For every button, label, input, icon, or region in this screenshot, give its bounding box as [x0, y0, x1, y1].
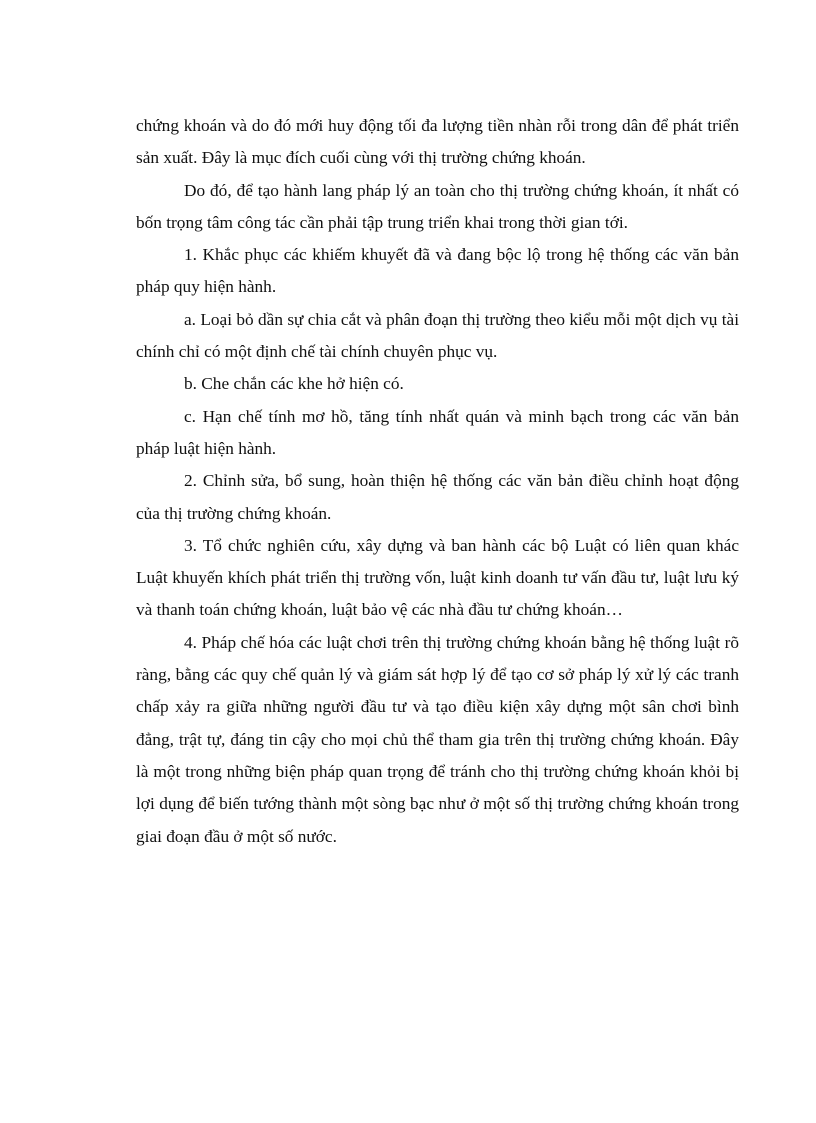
document-page [136, 110, 739, 853]
paragraph-item-1a: a. Loại bỏ dần sự chia cắt và phân đoạn thị trường theo kiểu mỗi một dịch vụ tài chính chỉ có một định chế tài chính chuyên phục vụ. [136, 309, 739, 362]
paragraph-item-1c: c. Hạn chế tính mơ hồ, tăng tính nhất quán và minh bạch trong các văn bản pháp luật hiện hành. [136, 406, 739, 458]
paragraph-item-1: 1. Khắc phục các khiếm khuyết đã và đang bộc lộ trong hệ thống các văn bản pháp quy hiện hành. [136, 245, 739, 297]
paragraph-item-2: 2. Chỉnh sửa, bổ sung, hoàn thiện hệ thống các văn bản điều chỉnh hoạt động của thị trường chứng khoán. [136, 471, 739, 523]
paragraph-intro: Do đó, để tạo hành lang pháp lý an toàn cho thị trường chứng khoán, ít nhất có bốn trọng tâm công tác cần phải tập trung triển khai trong thời gian tới. [136, 180, 739, 232]
paragraph-item-3: 3. Tổ chức nghiên cứu, xây dựng và ban hành các bộ Luật có liên quan khác Luật khuyến khích phát triển thị trường vốn, luật kinh doanh tư vấn đầu tư, luật lưu ký và thanh toán chứng khoán, luật bảo vệ các nhà đầu tư chứng khoán… [136, 535, 739, 620]
paragraph-item-1b: b. Che chắn các khe hở hiện có. [184, 374, 404, 394]
paragraph-item-4: 4. Pháp chế hóa các luật chơi trên thị trường chứng khoán bằng hệ thống luật rõ ràng, bằng các quy chế quản lý và giám sát hợp lý để tạo cơ sở pháp lý xử lý các tranh chấp xảy ra giữa những người đầu tư và tạo điều kiện xây dựng một sân chơi bình đẳng, trật tự, đáng tin cậy cho mọi chủ thể tham gia trên thị trường chứng khoán. Đây là một trong những biện pháp quan trọng để tránh cho thị trường chứng khoán khỏi bị lợi dụng để biến tướng thành một sòng bạc như ở một số thị trường chứng khoán trong giai đoạn đầu ở một số nước. [136, 632, 739, 846]
paragraph-continuation: chứng khoán và do đó mới huy động tối đa lượng tiền nhàn rỗi trong dân để phát triển sản xuất. Đây là mục đích cuối cùng với thị trường chứng khoán. [136, 116, 739, 168]
